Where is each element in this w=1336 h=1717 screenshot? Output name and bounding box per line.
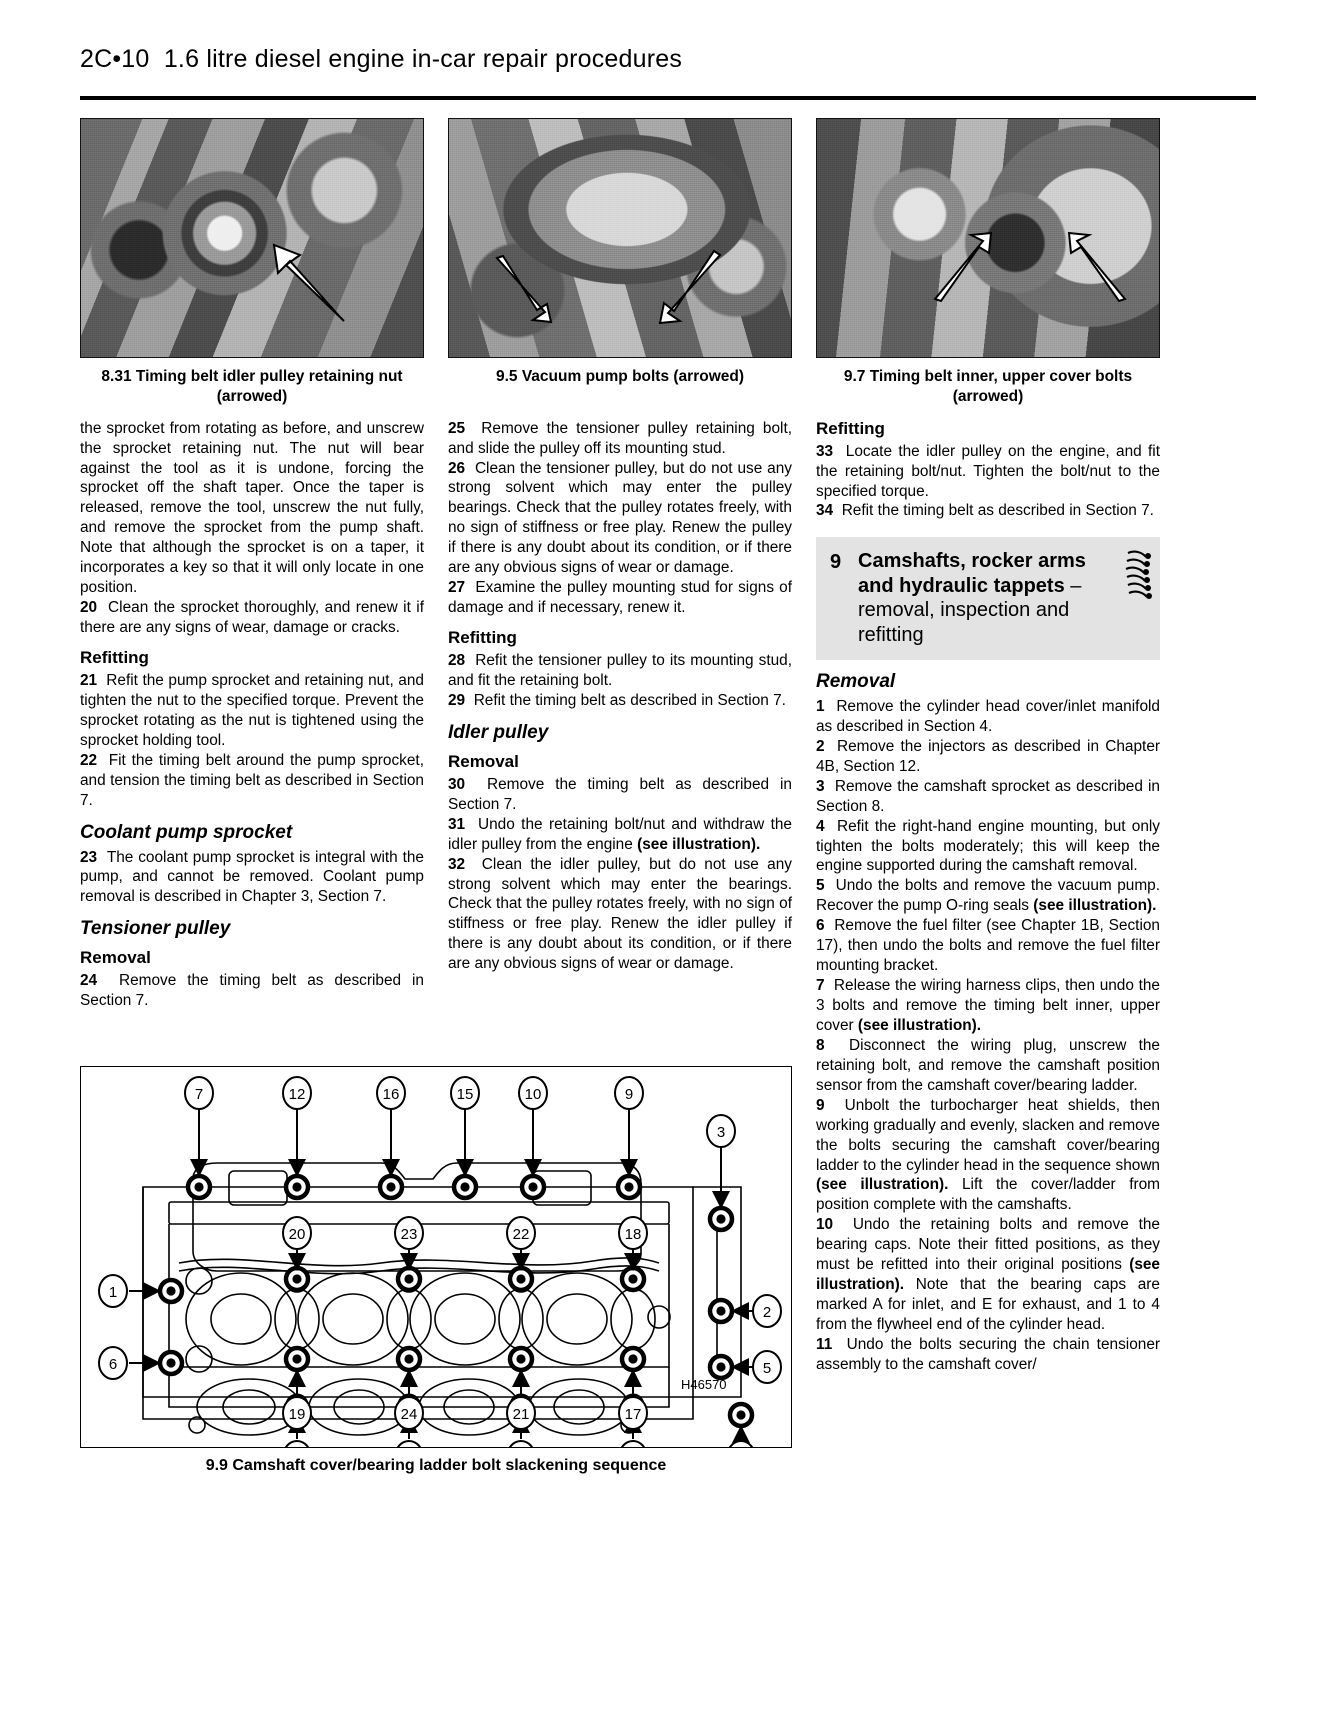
paragraph-9	[816, 1096, 1160, 1216]
page-header	[80, 0, 1256, 74]
section-title	[858, 549, 1150, 647]
page-title: 1.6 litre diesel engine in-car repair procedures	[163, 45, 683, 73]
photo-arrow-icon-left	[927, 231, 993, 303]
paragraph-text: Undo the bolts and remove the vacuum pump. Recover the pump O-ring seals	[816, 877, 1160, 915]
paragraph-26	[448, 459, 792, 579]
paragraph-text: Undo the retaining bolt/nut and withdraw the idler pulley from the engine	[448, 815, 792, 853]
paragraph-text: Undo the bolts securing the chain tensioner assembly to the camshaft cover/	[816, 1335, 1160, 1373]
paragraph-number: 7	[816, 977, 825, 995]
paragraph-number: 6	[816, 917, 825, 935]
paragraph-number: 21	[80, 671, 98, 689]
paragraph-text: Unbolt the turbocharger heat shields, then working gradually and evenly, slacken and remove the bolts securing the camshaft cover/bearing ladder to the cylinder head in the sequence shown	[816, 1096, 1160, 1174]
photo-vacuum-pump-bolts	[448, 118, 792, 358]
see-illustration-ref: (see illustration).	[637, 835, 761, 853]
callout-label: 15	[456, 1086, 474, 1103]
callout-label: 16	[382, 1086, 400, 1103]
heading-coolant-pump-sprocket: Coolant pump sprocket	[80, 821, 293, 843]
paragraph-text: Remove the tensioner pulley retaining bolt, and slide the pulley off its mounting stud.	[448, 419, 792, 457]
paragraph-number: 9	[816, 1096, 825, 1114]
column-3	[816, 419, 1160, 1375]
callout-label: 19	[288, 1406, 306, 1423]
paragraph-number: 31	[448, 815, 466, 833]
callout-label: 5	[762, 1360, 772, 1377]
callout-label: 2	[762, 1304, 772, 1321]
paragraph-text: Refit the timing belt as described in Section 7.	[841, 502, 1154, 520]
paragraph-text: Remove the timing belt as described in Section 7.	[448, 775, 792, 813]
paragraph-33	[816, 442, 1160, 502]
see-illustration-ref: (see illustration).	[816, 1256, 1160, 1294]
paragraph-11	[816, 1335, 1160, 1375]
section-title-rest: – removal, inspection and refitting	[858, 574, 1082, 646]
paragraph-24	[80, 971, 424, 1011]
paragraph-text: Refit the timing belt as described in Section 7.	[473, 691, 786, 709]
paragraph-1	[816, 697, 1160, 737]
paragraph-27	[448, 578, 792, 618]
section-heading-box	[816, 537, 1160, 660]
paragraph-number: 27	[448, 579, 466, 597]
callout-label: 3	[716, 1124, 726, 1141]
paragraph-number: 25	[448, 419, 466, 437]
photo-arrow-icon	[256, 241, 346, 323]
see-illustration-ref: (see illustration).	[857, 1016, 982, 1034]
photo-arrow-icon-right	[654, 249, 724, 327]
paragraph-8	[816, 1036, 1160, 1096]
paragraph-28	[448, 651, 792, 691]
paragraph-text: Clean the sprocket thoroughly, and renew it if there are any signs of wear, damage or cracks.	[80, 599, 424, 637]
paragraph-number: 23	[80, 848, 98, 866]
paragraph-32	[448, 855, 792, 975]
paragraph-number: 32	[448, 855, 466, 873]
callout-label: 22	[512, 1226, 530, 1243]
paragraph-number: 11	[816, 1335, 833, 1353]
camshaft-bolt-sequence-svg	[81, 1067, 791, 1447]
paragraph-20	[80, 598, 424, 638]
paragraph-number: 10	[816, 1216, 834, 1234]
callout-bottom-row	[283, 1441, 647, 1447]
paragraph-31	[448, 815, 792, 855]
heading-refitting: Refitting	[80, 647, 149, 667]
paragraph-text: Refit the right-hand engine mounting, but only tighten the bolts moderately; this will keep the engine supported during the camshaft removal.	[816, 817, 1160, 875]
paragraph-number: 1	[816, 697, 825, 715]
paragraph-3	[816, 777, 1160, 817]
paragraph-29	[448, 691, 792, 711]
heading-refitting: Refitting	[816, 418, 885, 438]
paragraph-text: Locate the idler pulley on the engine, and fit the retaining bolt/nut. Tighten the bolt/nut to the specified torque.	[816, 442, 1160, 500]
paragraph-text: Fit the timing belt around the pump sprocket, and tension the timing belt as described in Section 7.	[80, 751, 424, 809]
paragraph-text: Refit the tensioner pulley to its mounting stud, and fit the retaining bolt.	[448, 652, 792, 689]
photo-grain	[81, 119, 423, 357]
heading-refitting: Refitting	[448, 628, 517, 648]
paragraph-5	[816, 876, 1160, 916]
photo-timing-belt-idler-pulley	[80, 118, 424, 358]
see-illustration-ref: (see illustration).	[1033, 897, 1157, 915]
callout-label: 7	[194, 1086, 204, 1103]
callout-label: 12	[288, 1086, 306, 1103]
figure-caption: 9.7 Timing belt inner, upper cover bolts (arrowed)	[843, 368, 1133, 405]
paragraph-30	[448, 775, 792, 815]
paragraph-text: Clean the tensioner pulley, but do not use any strong solvent which may enter the pulley bearings. Check that the pulley rotates freely, with no sign of stiffness or free play. Renew the pulley if there is any doubt about its condition, or if there are any obvious signs of wear or damage.	[448, 459, 792, 577]
heading-removal: Removal	[816, 670, 896, 692]
paragraph-text: Disconnect the wiring plug, unscrew the retaining bolt, and remove the camshaft position sensor from the camshaft cover/bearing ladder.	[816, 1036, 1160, 1094]
paragraph-number: 30	[448, 775, 466, 793]
callout-left-side	[99, 1275, 127, 1379]
paragraph-4	[816, 817, 1160, 877]
heading-removal: Removal	[80, 948, 151, 968]
paragraph-text: Remove the fuel filter (see Chapter 1B, Section 17), then undo the bolts and remove the fuel filter mounting bracket.	[816, 917, 1160, 975]
callout-label: 6	[108, 1356, 118, 1373]
paragraph-text: Remove the timing belt as described in Section 7.	[80, 972, 424, 1010]
diagram-code: H46570	[681, 1377, 727, 1392]
paragraph-text: Remove the cylinder head cover/inlet manifold as described in Section 4.	[816, 697, 1160, 735]
paragraph-number: 22	[80, 751, 98, 769]
callout-label: 18	[624, 1226, 642, 1243]
paragraph-text: Release the wiring harness clips, then undo the 3 bolts and remove the timing belt inner, upper cover	[816, 977, 1160, 1034]
photo-arrow-icon-left	[493, 254, 553, 324]
paragraph-10	[816, 1215, 1160, 1335]
diagram-canvas	[80, 1066, 792, 1448]
paragraph-text-cont: Note that the bearing caps are marked A for inlet, and E for exhaust, and 1 to 4 from the flywheel end of the cylinder head.	[816, 1276, 1160, 1334]
paragraph-text: Refit the pump sprocket and retaining nut, and tighten the nut to the specified torque. Prevent the sprocket rotating as the nut is tightened using the sprocket holding tool.	[80, 671, 424, 749]
paragraph-number: 5	[816, 877, 825, 895]
paragraph-continuation: the sprocket from rotating as before, and unscrew the sprocket retaining nut. The nut will bear against the tool as it is undone, forcing the sprocket off the shaft taper. Once the taper is released, remove the tool, unscrew the nut fully, and remove the sprocket from the pump shaft. Note that although the sprocket is on a taper, it incorporates a key so that it will only locate in one position.	[80, 419, 424, 597]
paragraph-number: 33	[816, 442, 834, 460]
paragraph-22	[80, 751, 424, 811]
paragraph-number: 8	[816, 1036, 825, 1054]
photo-timing-belt-upper-cover-bolts	[816, 118, 1160, 358]
heading-removal: Removal	[448, 751, 519, 771]
callout-label: 20	[288, 1226, 306, 1243]
paragraph-number: 3	[816, 777, 825, 795]
callout-bubbles	[99, 1077, 781, 1447]
paragraph-number: 28	[448, 652, 466, 670]
paragraph-text: Clean the idler pulley, but do not use any strong solvent which may enter the bearings. Check that the pulley rotates freely, with no sign of stiffness or free play. Renew the idler pulley if there is any doubt about its condition, or if there are any obvious signs of wear or damage.	[448, 855, 792, 973]
callout-second-row	[283, 1217, 647, 1249]
see-illustration-ref: (see illustration).	[816, 1176, 949, 1194]
paragraph-25	[448, 419, 792, 459]
photo-strip	[80, 118, 1256, 407]
figure-caption: 8.31 Timing belt idler pulley retaining nut (arrowed)	[101, 368, 403, 405]
paragraph-6	[816, 916, 1160, 976]
bolt-markers	[160, 1176, 752, 1426]
paragraph-21	[80, 671, 424, 751]
figure-9-5	[448, 118, 792, 407]
paragraph-text: Remove the camshaft sprocket as described in Section 8.	[816, 777, 1160, 815]
paragraph-23	[80, 848, 424, 908]
callout-label: 9	[624, 1086, 634, 1103]
paragraph-number: 34	[816, 502, 834, 520]
callout-label: 24	[400, 1406, 418, 1423]
paragraph-34	[816, 501, 1160, 521]
figure-8-31	[80, 118, 424, 407]
section-title-bold: Camshafts, rocker arms and hydraulic tappets	[858, 550, 1086, 597]
callout-label: 23	[400, 1226, 418, 1243]
paragraph-number: 26	[448, 459, 466, 477]
callout-label: 17	[624, 1406, 642, 1423]
spanner-icon	[1124, 547, 1154, 607]
callout-label: 10	[524, 1086, 542, 1103]
paragraph-number: 2	[816, 737, 825, 755]
header-divider	[80, 96, 1256, 100]
figure-caption: 9.5 Vacuum pump bolts (arrowed)	[495, 368, 745, 385]
heading-idler-pulley: Idler pulley	[448, 721, 549, 743]
heading-tensioner-pulley: Tensioner pulley	[80, 918, 231, 940]
diagram-figure-9-9	[80, 1066, 792, 1475]
page-folio: 2C•10	[80, 45, 150, 73]
callout-label: 21	[512, 1406, 530, 1423]
figure-9-7	[816, 118, 1160, 407]
paragraph-text: Remove the injectors as described in Chapter 4B, Section 12.	[816, 737, 1161, 775]
photo-arrow-icon-right	[1067, 231, 1133, 303]
diagram-caption: 9.9 Camshaft cover/bearing ladder bolt slackening sequence	[205, 1457, 667, 1474]
paragraph-text-cont: Lift the cover/ladder from position complete with the camshafts.	[816, 1176, 1160, 1214]
paragraph-number: 24	[80, 972, 98, 990]
paragraph-2	[816, 737, 1160, 777]
section-number: 9	[830, 551, 842, 574]
callout-label: 1	[108, 1284, 118, 1301]
callout-top-row	[185, 1077, 643, 1109]
paragraph-text: The coolant pump sprocket is integral with the pump, and cannot be removed. Coolant pump removal is described in Chapter 3, Section 7.	[80, 848, 424, 906]
paragraph-7	[816, 976, 1160, 1036]
paragraph-text: Undo the retaining bolts and remove the bearing caps. Note their fitted positions, as they must be refitted into their original positions	[816, 1216, 1160, 1274]
paragraph-text: Examine the pulley mounting stud for signs of damage and if necessary, renew it.	[448, 579, 792, 617]
paragraph-number: 20	[80, 599, 98, 617]
paragraph-number: 29	[448, 691, 466, 709]
paragraph-number: 4	[816, 817, 825, 835]
